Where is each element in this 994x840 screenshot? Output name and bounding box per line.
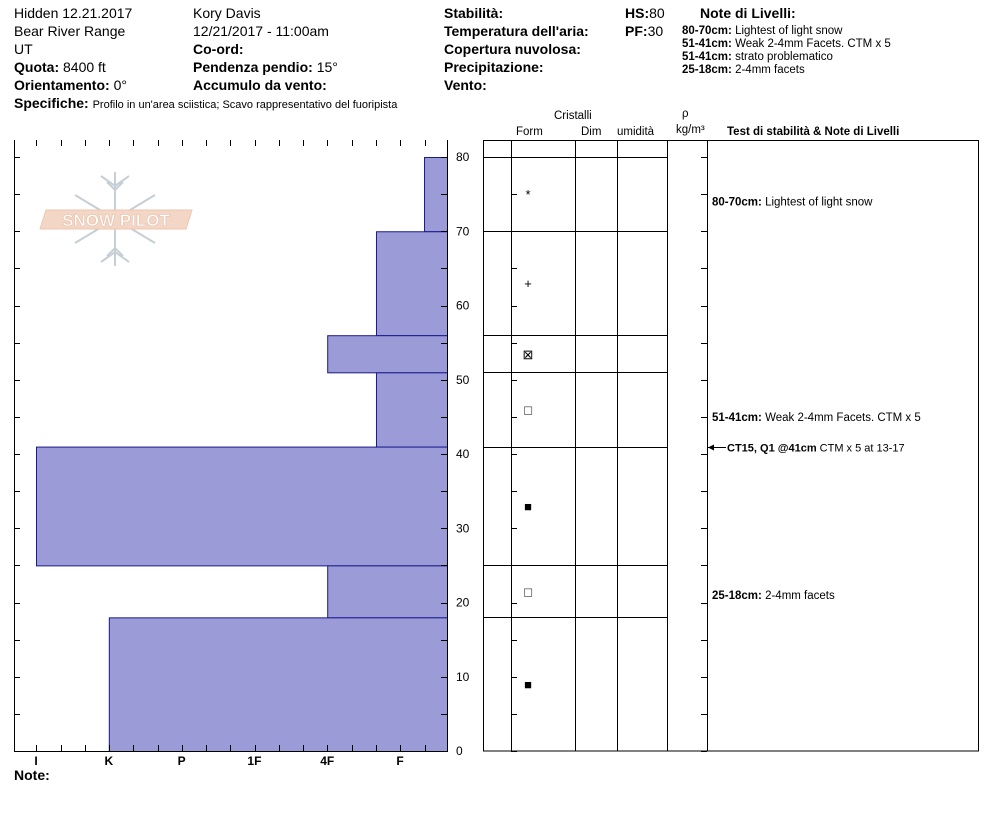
layer-note: 80-70cm: Lightest of light snow	[682, 25, 843, 37]
y-tick-label: 30	[456, 521, 470, 536]
slope-value: 15°	[316, 59, 338, 75]
stability-header: Test di stabilità & Note di Livelli	[727, 126, 900, 138]
aspect-value: 0°	[113, 77, 127, 93]
crystal-form-symbol: *	[525, 187, 531, 203]
pf-value: 30	[647, 23, 664, 39]
y-tick-label: 60	[456, 298, 470, 313]
layer-note: 51-41cm: strato problematico	[682, 51, 833, 63]
crystal-form-symbol: □	[524, 584, 532, 600]
specifics-label: Specifiche:	[14, 95, 89, 111]
pf-label: PF:	[625, 23, 648, 39]
elevation-value: 8400 ft	[63, 59, 106, 75]
coord-label: Co-ord:	[193, 41, 244, 57]
crystal-form-symbol: ■	[524, 677, 532, 693]
crystal-form-symbol: ■	[524, 498, 532, 514]
dim-header: Dim	[581, 126, 602, 138]
hardness-bar	[37, 447, 448, 566]
x-tick-label: K	[104, 754, 114, 768]
wind-loading-label: Accumulo da vento:	[193, 77, 327, 93]
hardness-bar	[328, 566, 448, 618]
density-unit: kg/m³	[676, 124, 705, 136]
hs-label: HS:	[625, 5, 650, 21]
elevation-label: Quota:	[14, 59, 60, 75]
layer-notes-title: Note di Livelli:	[700, 5, 796, 21]
y-tick-label: 80	[456, 150, 470, 164]
wind-label: Vento:	[444, 77, 487, 93]
aspect-label: Orientamento:	[14, 77, 110, 93]
y-tick-label: 20	[456, 595, 470, 610]
hardness-bar	[376, 232, 447, 336]
crystals-header: Cristalli	[554, 110, 592, 122]
x-tick-label: I	[34, 754, 38, 768]
air-temp-label: Temperatura dell'aria:	[444, 23, 589, 39]
y-tick-label: 70	[456, 224, 470, 239]
x-tick-label: P	[177, 754, 186, 768]
density-column-frame	[668, 141, 708, 752]
hardness-bar	[109, 618, 447, 752]
hardness-bar	[376, 373, 447, 447]
layer-note: 25-18cm: 2-4mm facets	[682, 64, 805, 76]
logo-text: SNOW PILOT	[62, 211, 170, 230]
snowpilot-logo	[40, 172, 192, 266]
precip-label: Precipitazione:	[444, 59, 544, 75]
y-tick-label: 40	[456, 447, 470, 461]
datetime: 12/21/2017 - 11:00am	[193, 23, 329, 39]
notes-label: Note:	[14, 767, 50, 783]
y-tick-label: 0	[456, 744, 463, 758]
crystal-form-symbol: □	[524, 402, 532, 418]
layer-annotation: 80-70cm: Lightest of light snow	[712, 196, 873, 209]
test-arrow-head	[708, 445, 714, 451]
state: UT	[14, 41, 33, 57]
x-tick-label: 1F	[247, 754, 262, 768]
stability-label: Stabilità:	[444, 5, 504, 21]
observer: Kory Davis	[193, 5, 261, 21]
moisture-header: umidità	[617, 126, 655, 138]
slope-label: Pendenza pendio:	[193, 59, 313, 75]
layer-note: 51-41cm: Weak 2-4mm Facets. CTM x 5	[682, 38, 891, 50]
hs-value: 80	[649, 5, 665, 21]
form-header: Form	[516, 126, 543, 138]
range-name: Bear River Range	[14, 23, 126, 39]
layer-annotation: 51-41cm: Weak 2-4mm Facets. CTM x 5	[712, 411, 921, 424]
rho-header: ρ	[682, 108, 689, 120]
y-tick-label: 10	[456, 669, 470, 684]
y-tick-label: 50	[456, 372, 470, 387]
cloud-label: Copertura nuvolosa:	[444, 41, 581, 57]
layer-annotation: 25-18cm: 2-4mm facets	[712, 590, 835, 603]
hardness-bar	[328, 336, 448, 373]
x-tick-label: 4F	[320, 754, 335, 768]
crystal-form-symbol: +	[524, 276, 532, 292]
stability-test: CT15, Q1 @41cm CTM x 5 at 13-17	[727, 442, 905, 455]
x-tick-label: F	[396, 754, 404, 768]
specifics-value: Profilo in un'area sciistica; Scavo rappresentativo del fuoripista	[92, 99, 398, 111]
pit-name: Hidden 12.21.2017	[14, 5, 133, 21]
crystal-form-symbol: ⊠	[522, 346, 534, 362]
